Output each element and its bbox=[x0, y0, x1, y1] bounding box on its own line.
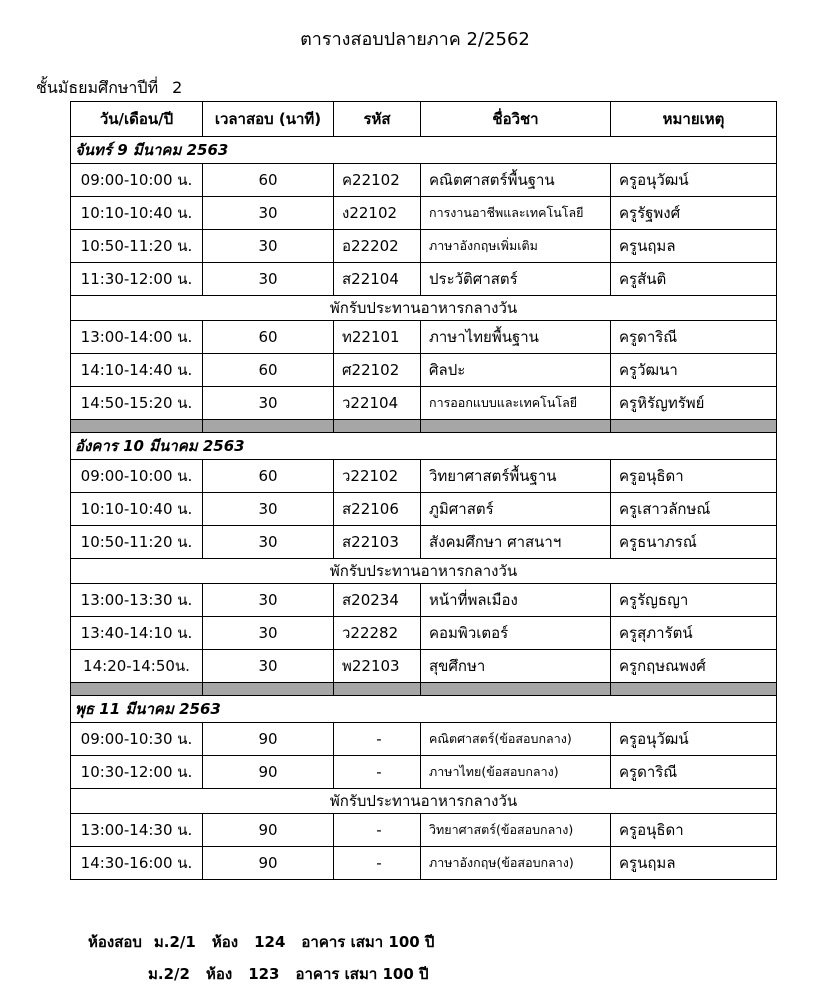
room-number: 124 bbox=[254, 933, 286, 951]
exam-teacher: ครูรัฐพงศ์ bbox=[611, 197, 777, 230]
table-row bbox=[71, 650, 777, 683]
exam-subject: ภาษาอังกฤษ(ข้อสอบกลาง) bbox=[421, 847, 611, 880]
exam-duration: 90 bbox=[203, 723, 334, 756]
exam-subject: การงานอาชีพและเทคโนโลยี bbox=[421, 197, 611, 230]
exam-code: ส22103 bbox=[334, 526, 421, 559]
exam-teacher: ครูดาริณี bbox=[611, 321, 777, 354]
room-info-label: ห้องสอบ bbox=[88, 933, 142, 951]
exam-subject: คณิตศาสตร์(ข้อสอบกลาง) bbox=[421, 723, 611, 756]
exam-time: 09:00-10:00 น. bbox=[71, 460, 203, 493]
exam-duration: 60 bbox=[203, 460, 334, 493]
exam-code: - bbox=[334, 847, 421, 880]
exam-duration: 30 bbox=[203, 584, 334, 617]
exam-subject: สุขศึกษา bbox=[421, 650, 611, 683]
exam-teacher: ครูรัญธญา bbox=[611, 584, 777, 617]
day-separator-row bbox=[71, 420, 777, 433]
table-header-row bbox=[71, 102, 777, 137]
exam-time: 10:30-12:00 น. bbox=[71, 756, 203, 789]
lunch-break-row bbox=[71, 789, 777, 814]
day-date: พุธ 11 มีนาคม 2563 bbox=[71, 696, 777, 723]
exam-code: ค22102 bbox=[334, 164, 421, 197]
lunch-break-text: พักรับประทานอาหารกลางวัน bbox=[71, 789, 777, 814]
table-row bbox=[71, 723, 777, 756]
table-row bbox=[71, 321, 777, 354]
exam-subject: ภาษาไทยพื้นฐาน bbox=[421, 321, 611, 354]
exam-code: ว22104 bbox=[334, 387, 421, 420]
exam-code: ส22106 bbox=[334, 493, 421, 526]
room-building: อาคาร เสมา 100 ปี bbox=[295, 965, 429, 983]
exam-subject: วิทยาศาสตร์พื้นฐาน bbox=[421, 460, 611, 493]
exam-time: 13:00-14:30 น. bbox=[71, 814, 203, 847]
table-row bbox=[71, 756, 777, 789]
exam-code: ว22102 bbox=[334, 460, 421, 493]
separator-cell bbox=[611, 683, 777, 696]
table-row bbox=[71, 460, 777, 493]
exam-time: 14:10-14:40 น. bbox=[71, 354, 203, 387]
exam-duration: 30 bbox=[203, 493, 334, 526]
exam-duration: 30 bbox=[203, 263, 334, 296]
table-row bbox=[71, 814, 777, 847]
exam-time: 09:00-10:30 น. bbox=[71, 723, 203, 756]
exam-code: พ22103 bbox=[334, 650, 421, 683]
exam-duration: 30 bbox=[203, 197, 334, 230]
exam-code: - bbox=[334, 756, 421, 789]
separator-cell bbox=[421, 420, 611, 433]
exam-teacher: ครูอนุธิดา bbox=[611, 814, 777, 847]
lunch-break-text: พักรับประทานอาหารกลางวัน bbox=[71, 296, 777, 321]
exam-teacher: ครูสันติ bbox=[611, 263, 777, 296]
header-note: หมายเหตุ bbox=[611, 102, 777, 137]
exam-code: ส20234 bbox=[334, 584, 421, 617]
separator-cell bbox=[71, 420, 203, 433]
exam-teacher: ครูวัฒนา bbox=[611, 354, 777, 387]
exam-subject: การออกแบบและเทคโนโลยี bbox=[421, 387, 611, 420]
exam-code: - bbox=[334, 814, 421, 847]
exam-time: 14:30-16:00 น. bbox=[71, 847, 203, 880]
exam-code: ว22282 bbox=[334, 617, 421, 650]
separator-cell bbox=[203, 420, 334, 433]
exam-duration: 90 bbox=[203, 756, 334, 789]
exam-time: 11:30-12:00 น. bbox=[71, 263, 203, 296]
day-header-row bbox=[71, 433, 777, 460]
exam-schedule-table bbox=[70, 101, 777, 880]
separator-cell bbox=[203, 683, 334, 696]
lunch-break-row bbox=[71, 559, 777, 584]
exam-subject: ภูมิศาสตร์ bbox=[421, 493, 611, 526]
exam-teacher: ครูอนุธิดา bbox=[611, 460, 777, 493]
exam-time: 10:50-11:20 น. bbox=[71, 526, 203, 559]
header-duration: เวลาสอบ (นาที) bbox=[203, 102, 334, 137]
table-row bbox=[71, 617, 777, 650]
exam-duration: 30 bbox=[203, 650, 334, 683]
day-header-row bbox=[71, 137, 777, 164]
exam-code: ท22101 bbox=[334, 321, 421, 354]
exam-subject: คอมพิวเตอร์ bbox=[421, 617, 611, 650]
separator-cell bbox=[421, 683, 611, 696]
exam-subject: ภาษาไทย(ข้อสอบกลาง) bbox=[421, 756, 611, 789]
exam-code: - bbox=[334, 723, 421, 756]
exam-teacher: ครูเสาวลักษณ์ bbox=[611, 493, 777, 526]
class-level bbox=[36, 76, 182, 101]
room-label: ห้อง bbox=[205, 965, 233, 983]
header-code: รหัส bbox=[334, 102, 421, 137]
exam-duration: 90 bbox=[203, 814, 334, 847]
exam-duration: 60 bbox=[203, 354, 334, 387]
header-date: วัน/เดือน/ปี bbox=[71, 102, 203, 137]
exam-code: อ22202 bbox=[334, 230, 421, 263]
room-building: อาคาร เสมา 100 ปี bbox=[301, 933, 435, 951]
room-class: ม.2/2 bbox=[148, 965, 190, 983]
table-row bbox=[71, 584, 777, 617]
exam-time: 10:10-10:40 น. bbox=[71, 493, 203, 526]
table-row bbox=[71, 230, 777, 263]
exam-time: 10:50-11:20 น. bbox=[71, 230, 203, 263]
exam-time: 13:40-14:10 น. bbox=[71, 617, 203, 650]
table-row bbox=[71, 197, 777, 230]
exam-teacher: ครูนฤมล bbox=[611, 847, 777, 880]
exam-teacher: ครูนฤมล bbox=[611, 230, 777, 263]
exam-teacher: ครูอนุวัฒน์ bbox=[611, 164, 777, 197]
exam-duration: 30 bbox=[203, 230, 334, 263]
exam-subject: คณิตศาสตร์พื้นฐาน bbox=[421, 164, 611, 197]
day-date: อังคาร 10 มีนาคม 2563 bbox=[71, 433, 777, 460]
exam-time: 09:00-10:00 น. bbox=[71, 164, 203, 197]
exam-teacher: ครูสุภารัตน์ bbox=[611, 617, 777, 650]
exam-time: 14:20-14:50น. bbox=[71, 650, 203, 683]
exam-subject: หน้าที่พลเมือง bbox=[421, 584, 611, 617]
table-row bbox=[71, 526, 777, 559]
exam-duration: 60 bbox=[203, 321, 334, 354]
exam-time: 14:50-15:20 น. bbox=[71, 387, 203, 420]
room-info-1 bbox=[88, 930, 434, 954]
class-level-label: ชั้นมัธยมศึกษาปีที่ bbox=[36, 78, 159, 97]
day-date: จันทร์ 9 มีนาคม 2563 bbox=[71, 137, 777, 164]
schedule-body bbox=[71, 137, 777, 880]
table-row bbox=[71, 354, 777, 387]
room-info-2 bbox=[148, 962, 429, 986]
exam-time: 13:00-14:00 น. bbox=[71, 321, 203, 354]
exam-code: ส22104 bbox=[334, 263, 421, 296]
day-separator-row bbox=[71, 683, 777, 696]
table-row bbox=[71, 387, 777, 420]
exam-subject: สังคมศึกษา ศาสนาฯ bbox=[421, 526, 611, 559]
room-label: ห้อง bbox=[211, 933, 239, 951]
exam-subject: ประวัติศาสตร์ bbox=[421, 263, 611, 296]
exam-subject: วิทยาศาสตร์(ข้อสอบกลาง) bbox=[421, 814, 611, 847]
class-level-value: 2 bbox=[172, 78, 183, 97]
table-row bbox=[71, 847, 777, 880]
separator-cell bbox=[334, 420, 421, 433]
exam-duration: 30 bbox=[203, 526, 334, 559]
exam-duration: 30 bbox=[203, 617, 334, 650]
exam-duration: 30 bbox=[203, 387, 334, 420]
exam-subject: ภาษาอังกฤษเพิ่มเติม bbox=[421, 230, 611, 263]
exam-time: 13:00-13:30 น. bbox=[71, 584, 203, 617]
lunch-break-text: พักรับประทานอาหารกลางวัน bbox=[71, 559, 777, 584]
lunch-break-row bbox=[71, 296, 777, 321]
exam-teacher: ครูหิรัญทรัพย์ bbox=[611, 387, 777, 420]
exam-teacher: ครูดาริณี bbox=[611, 756, 777, 789]
separator-cell bbox=[71, 683, 203, 696]
exam-teacher: ครูธนาภรณ์ bbox=[611, 526, 777, 559]
table-row bbox=[71, 263, 777, 296]
day-header-row bbox=[71, 696, 777, 723]
exam-subject: ศิลปะ bbox=[421, 354, 611, 387]
room-number: 123 bbox=[248, 965, 280, 983]
exam-code: ศ22102 bbox=[334, 354, 421, 387]
table-row bbox=[71, 493, 777, 526]
header-subject: ชื่อวิชา bbox=[421, 102, 611, 137]
exam-duration: 60 bbox=[203, 164, 334, 197]
exam-teacher: ครูอนุวัฒน์ bbox=[611, 723, 777, 756]
page-title: ตารางสอบปลายภาค 2/2562 bbox=[300, 29, 530, 50]
exam-teacher: ครูกฤษณพงศ์ bbox=[611, 650, 777, 683]
table-row bbox=[71, 164, 777, 197]
separator-cell bbox=[611, 420, 777, 433]
exam-duration: 90 bbox=[203, 847, 334, 880]
room-class: ม.2/1 bbox=[153, 933, 196, 951]
separator-cell bbox=[334, 683, 421, 696]
exam-time: 10:10-10:40 น. bbox=[71, 197, 203, 230]
exam-code: ง22102 bbox=[334, 197, 421, 230]
